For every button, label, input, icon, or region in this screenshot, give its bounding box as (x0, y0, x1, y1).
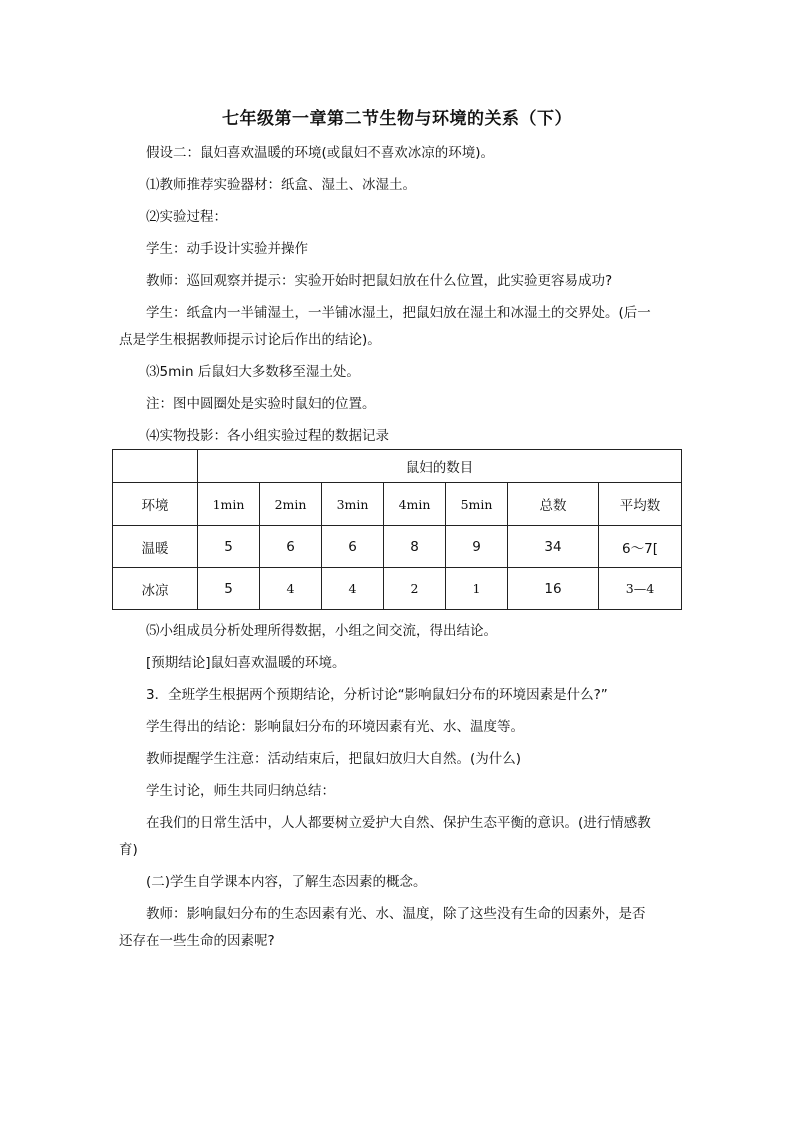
table-cell: 3—4 (599, 568, 682, 610)
expected-conclusion: [预期结论]鼠妇喜欢温暖的环境。 (146, 655, 346, 671)
student-paragraph: 学生：动手设计实验并操作 (146, 241, 308, 257)
table-cell: 9 (446, 526, 508, 568)
table-cell: 1 (446, 568, 508, 610)
reminder-paragraph: 教师提醒学生注意：活动结束后，把鼠妇放归大自然。(为什么) (146, 751, 522, 767)
page-title: 七年级第一章第二节生物与环境的关系（下） (222, 109, 572, 129)
table-header-cell: 1min (198, 483, 260, 526)
analysis-paragraph: ⑸小组成员分析处理所得数据，小组之间交流，得出结论。 (146, 623, 497, 639)
table-header-cell: 3min (322, 483, 384, 526)
student-setup-line2: 点是学生根据教师提示讨论后作出的结论)。 (119, 332, 381, 348)
teacher-hint-paragraph: 教师：巡回观察并提示：实验开始时把鼠妇放在什么位置，此实验更容易成功? (146, 273, 613, 289)
table-cell: 4 (322, 568, 384, 610)
emotion-line2: 育) (119, 842, 138, 858)
table-row (113, 568, 682, 610)
table-cell: 6～7[ (599, 526, 682, 568)
table-row (113, 450, 682, 483)
table-cell: 6 (260, 526, 322, 568)
table-header-cell: 5min (446, 483, 508, 526)
table-header-cell: 环境 (113, 483, 198, 526)
table-header-cell: 总数 (508, 483, 599, 526)
table-cell: 6 (322, 526, 384, 568)
table-header-cell: 平均数 (599, 483, 682, 526)
table-header-cell: 4min (384, 483, 446, 526)
student-setup-line1: 学生：纸盒内一半铺湿土，一半铺冰湿土，把鼠妇放在湿土和冰湿土的交界处。(后一 (146, 305, 651, 321)
table-cell: 5 (198, 526, 260, 568)
table-row (113, 526, 682, 568)
hypothesis-paragraph: 假设二：鼠妇喜欢温暖的环境(或鼠妇不喜欢冰凉的环境)。 (146, 145, 495, 161)
table-group-header: 鼠妇的数目 (198, 450, 682, 483)
table-cell: 16 (508, 568, 599, 610)
discussion-paragraph: 3．全班学生根据两个预期结论，分析讨论“影响鼠妇分布的环境因素是什么?” (146, 687, 608, 703)
table-cell: 冰凉 (113, 568, 198, 610)
teacher-question-line1: 教师：影响鼠妇分布的生态因素有光、水、温度，除了这些没有生命的因素外，是否 (146, 906, 646, 922)
process-heading: ⑵实验过程： (146, 209, 227, 225)
table-header-cell: 2min (260, 483, 322, 526)
note-paragraph: 注：图中圆圈处是实验时鼠妇的位置。 (146, 396, 376, 412)
result-paragraph: ⑶5min 后鼠妇大多数移至湿土处。 (146, 364, 360, 380)
teacher-question-line2: 还存在一些生命的因素呢? (119, 933, 275, 949)
conclusion-paragraph: 学生得出的结论：影响鼠妇分布的环境因素有光、水、温度等。 (146, 719, 524, 735)
emotion-line1: 在我们的日常生活中，人人都要树立爱护大自然、保护生态平衡的意识。(进行情感教 (146, 815, 651, 831)
summary-paragraph: 学生讨论，师生共同归纳总结： (146, 783, 335, 799)
projection-paragraph: ⑷实物投影：各小组实验过程的数据记录 (146, 428, 389, 444)
table-cell: 2 (384, 568, 446, 610)
table-cell: 4 (260, 568, 322, 610)
data-table (112, 449, 682, 610)
table-cell: 8 (384, 526, 446, 568)
selfstudy-paragraph: (二)学生自学课本内容，了解生态因素的概念。 (146, 874, 427, 890)
materials-paragraph: ⑴教师推荐实验器材：纸盒、湿土、冰湿土。 (146, 177, 416, 193)
table-cell: 5 (198, 568, 260, 610)
table-header-row (113, 483, 682, 526)
table-corner-cell (113, 450, 198, 483)
table-cell: 34 (508, 526, 599, 568)
table-cell: 温暖 (113, 526, 198, 568)
